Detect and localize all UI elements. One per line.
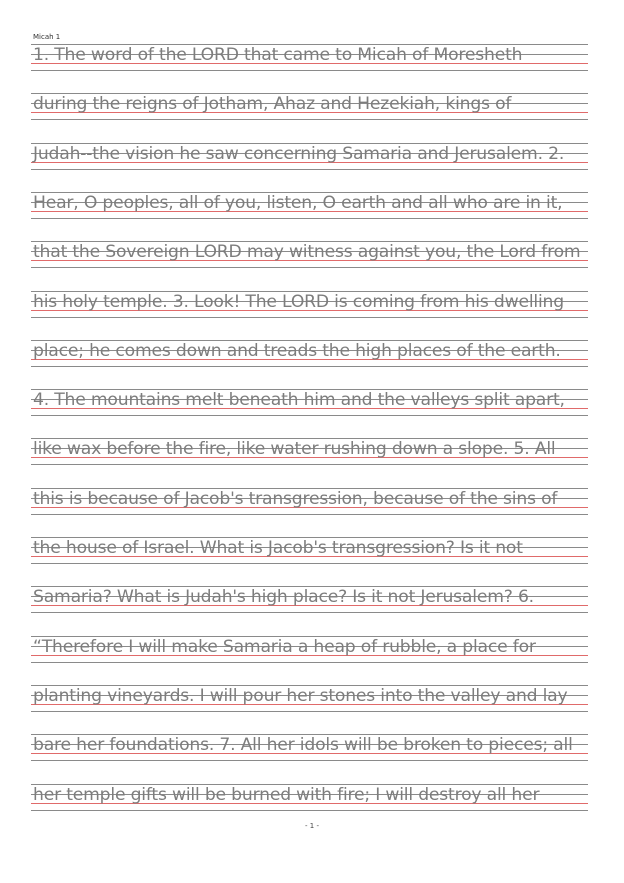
trace-text: Judah--the vision he saw concerning Samaria and Jerusalem. 2. [33,143,565,164]
guide-rule [31,119,588,120]
tracing-line [31,291,588,318]
guide-rule [31,514,588,515]
page-header-title: Micah 1 [33,33,61,41]
trace-text: bare her foundations. 7. All her idols will be broken to pieces; all [33,735,573,756]
tracing-line [31,340,588,367]
trace-text: during the reigns of Jotham, Ahaz and Hezekiah, kings of [33,94,512,115]
tracing-line [31,734,588,761]
guide-rule [31,563,588,564]
guide-rule [31,662,588,663]
guide-rule [31,169,588,170]
guide-rule [31,612,588,613]
tracing-line [31,784,588,811]
trace-text: like wax before the fire, like water rushing down a slope. 5. All [33,439,556,460]
trace-text: his holy temple. 3. Look! The LORD is coming from his dwelling [33,291,564,312]
tracing-line [31,537,588,564]
guide-rule [31,366,588,367]
trace-text: Samaria? What is Judah's high place? Is it not Jerusalem? 6. [33,587,534,608]
trace-text: 4. The mountains melt beneath him and the valleys split apart, [33,390,565,411]
guide-rule [31,218,588,219]
tracing-line [31,685,588,712]
tracing-line [31,488,588,515]
guide-rule [31,711,588,712]
tracing-line [31,44,588,71]
tracing-line [31,192,588,219]
guide-rule [31,464,588,465]
guide-rule [31,70,588,71]
tracing-line [31,93,588,120]
tracing-line [31,636,588,663]
trace-text: place; he comes down and treads the high places of the earth. [33,340,561,361]
guide-rule [31,317,588,318]
tracing-line [31,143,588,170]
trace-text: the house of Israel. What is Jacob's transgression? Is it not [33,538,523,558]
trace-text: “Therefore I will make Samaria a heap of rubble, a place for [33,636,536,657]
tracing-line [31,241,588,268]
tracing-line [31,389,588,416]
guide-rule [31,415,588,416]
trace-text: 1. The word of the LORD that came to Micah of Moresheth [33,45,523,65]
trace-text: planting vineyards. I will pour her stones into the valley and lay [33,685,568,706]
tracing-line [31,438,588,465]
tracing-line [31,586,588,613]
trace-text: this is because of Jacob's transgression, because of the sins of [33,488,558,509]
trace-text: that the Sovereign LORD may witness against you, the Lord from [33,242,581,263]
guide-rule [31,810,588,811]
trace-text: Hear, O peoples, all of you, listen, O earth and all who are in it, [33,192,563,213]
trace-text: her temple gifts will be burned with fire; I will destroy all her [33,784,540,805]
guide-rule [31,267,588,268]
guide-rule [31,760,588,761]
page-number: - 1 - [305,822,319,830]
